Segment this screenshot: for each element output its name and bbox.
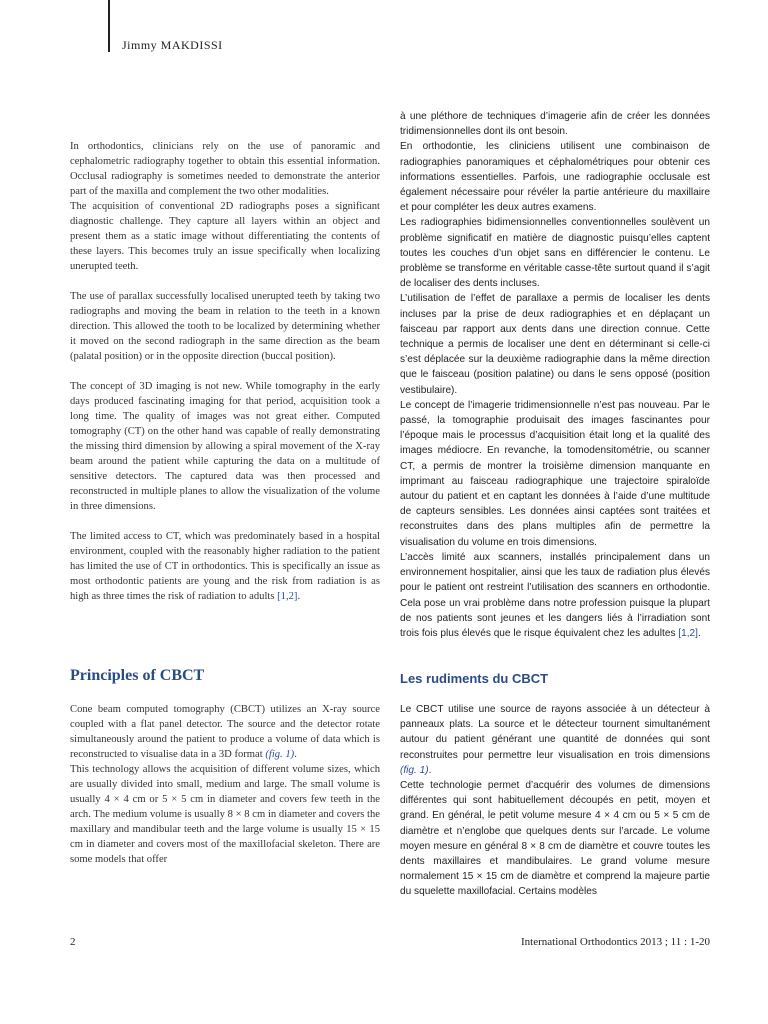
french-paragraph-0: à une pléthore de techniques d’imagerie afin de créer les données tridimensionnelles dont ils ont besoin. [400,111,710,138]
english-paragraph-4: The concept of 3D imaging is not new. While tomography in the early days produced fascinating imaging for that period, acquisition took a long time. The quality of images was not great either. Computed tomography (CT) on the other hand was capable of really demonstrating the missing third dimension by allowing a spiral movement of the X-ray beam around the patient while capturing the data on a multitude of sensitive detectors. The captured data was then processed and reconstructed in multiple planes to allow the visualization of the volume in three dimensions. [70,381,380,512]
french-paragraph-1: En orthodontie, les cliniciens utilisent une combinaison de radiographies panoramiques et céphalométriques pour obtenir ces informations essentielles. Parfois, une radiographie occlusale est également nécessaire pour révéler la partie antérieure du maxillaire et pour compléter les deux autres examens. [400,141,710,214]
french-figure-link[interactable]: (fig. 1) [400,764,429,776]
french-citation-link[interactable]: [1,2] [678,627,698,639]
french-paragraph-5-end: . [697,627,701,639]
french-paragraph-5-text: L’accès limité aux scanners, installés principalement dans un environnement hospitalier, ainsi que les taux de radiation plus élevés pour le patient ont restreint l’utilisation des scanners en orthodontie. Cela pose un vrai problème dans notre profession puisque la plupart de nos patients sont jeunes et les dangers liés à l’irradiation sont trois fois plus élevés que le risque équivalent chez les adultes [400,551,710,639]
english-citation-link[interactable]: [1,2] [277,591,298,602]
french-paragraph-6 [400,702,710,778]
english-paragraph-7: This technology allows the acquisition of different volume sizes, which are usually divided into small, medium and large. The small volume is usually 4 × 4 cm or 5 × 5 cm in diameter and covers few teeth in the arch. The medium volume is usually 8 × 8 cm in diameter and covers the maxillary and mandibular teeth and the large volume is usually 15 × 15 cm in diameter and covers most of the maxillofacial skeleton. There are some models that offer [70,764,380,865]
english-column-upper [70,139,380,604]
french-paragraph-2: Les radiographies bidimensionnelles conventionnelles soulèvent un problème significatif en matière de diagnostic puisqu’elles captent toutes les couches d’un objet sans en différencier le contenu. Le problème se transforme en véritable casse-tête surtout quand il s’agit de localiser des dents incluses. [400,217,710,290]
english-paragraph-5-text: The limited access to CT, which was predominately based in a hospital environment, coupled with the reasonably higher radiation to the patient has limited the use of CT in orthodontics. This is specifically an issue as most orthodontic patients are young and the risk from radiation is as high as three times the risk of radiation to adults [70,531,380,602]
french-paragraph-5 [400,550,710,641]
journal-citation: International Orthodontics 2013 ; 11 : 1-20 [520,936,710,948]
english-paragraph-6-end: . [294,749,297,760]
header-rule [108,0,110,52]
french-paragraph-3: L’utilisation de l’effet de parallaxe a permis de localiser les dents incluses par la prise de deux radiographies et en déplaçant un faisceau par rapport aux dents dans une direction connue. Cette technique a permis de localiser une dent en déterminant si celle-ci s’est déplacée sur la deuxième radiographie dans la même direction que le faisceau (position palatine) ou dans le sens opposé (position vestibulaire). [400,293,710,396]
english-column-lower [70,702,380,867]
french-paragraph-7: Cette technologie permet d’acquérir des volumes de dimensions différentes qui sont habituellement découpés en petit, moyen et grand. En général, le petit volume mesure 4 × 4 cm ou 5 × 5 cm de diamètre et n’englobe que quelques dents sur l’arcade. Le volume moyen mesure en général 8 × 8 cm de diamètre et couvre toutes les dents maxillaires et mandibulaires. Le grand volume mesure normalement 15 × 15 cm de diamètre et comprend la majeure partie du squelette maxillofacial. Certains modèles [400,780,710,898]
french-section-heading: Les rudiments du CBCT [400,671,549,686]
french-column-lower [400,702,710,900]
french-paragraph-6-end: . [428,764,432,776]
page-number: 2 [70,936,76,948]
english-section-heading: Principles of CBCT [70,667,205,684]
french-paragraph-6-text: Le CBCT utilise une source de rayons associée à un détecteur à panneaux plats. La source et le détecteur tournent simultanément autour du patient générant une quantité de données qui sont reconstruites pour permettre leur visualisation en trois dimensions [400,704,710,761]
english-paragraph-2: The acquisition of conventional 2D radiographs poses a significant diagnostic challenge. They capture all layers within an object and present them as a static image without differentiating the contents of these layers. This becomes truly an issue specifically when localizing unerupted teeth. [70,201,380,272]
english-paragraph-6-text: Cone beam computed tomography (CBCT) utilizes an X-ray source coupled with a flat panel detector. The source and the detector rotate simultaneously around the patient to produce a volume of data which is reconstructed to visualise data in a 3D format [70,704,380,760]
french-column-upper [400,109,710,641]
english-paragraph-3: The use of parallax successfully localised unerupted teeth by taking two radiographs and moving the beam in relation to the teeth in a known direction. This allowed the tooth to be localized by determining whether it moved on the second radiograph in the same direction as the beam (palatal position) or in the opposite direction (buccal position). [70,291,380,362]
english-paragraph-6 [70,702,380,762]
english-paragraph-1: In orthodontics, clinicians rely on the use of panoramic and cephalometric radiography together to obtain this essential information. Occlusal radiography is sometimes needed to demonstrate the anterior part of the maxilla and complement the two other modalities. [70,141,380,197]
running-head-author: Jimmy MAKDISSI [122,38,223,52]
french-paragraph-4: Le concept de l’imagerie tridimensionnelle n’est pas nouveau. Par le passé, la tomographie produisait des images fascinantes pour l’époque mais le processus d’acquisition était long et la qualité des images médiocre. En revanche, la tomodensitométrie, ou scanner CT, a permis de montrer la troisième dimension manquante en imprimant au faisceau radiographique une trajectoire spiraloïde autour du patient et en captant les données à l’aide d’une multitude de capteurs sensibles. Les données ainsi captées sont traitées et reconstruites dans des plans multiples afin de permettre la visualisation du volume en trois dimensions. [400,399,710,548]
english-paragraph-5-end: . [297,591,301,602]
english-paragraph-5 [70,529,380,604]
english-figure-link[interactable]: (fig. 1) [265,749,295,760]
